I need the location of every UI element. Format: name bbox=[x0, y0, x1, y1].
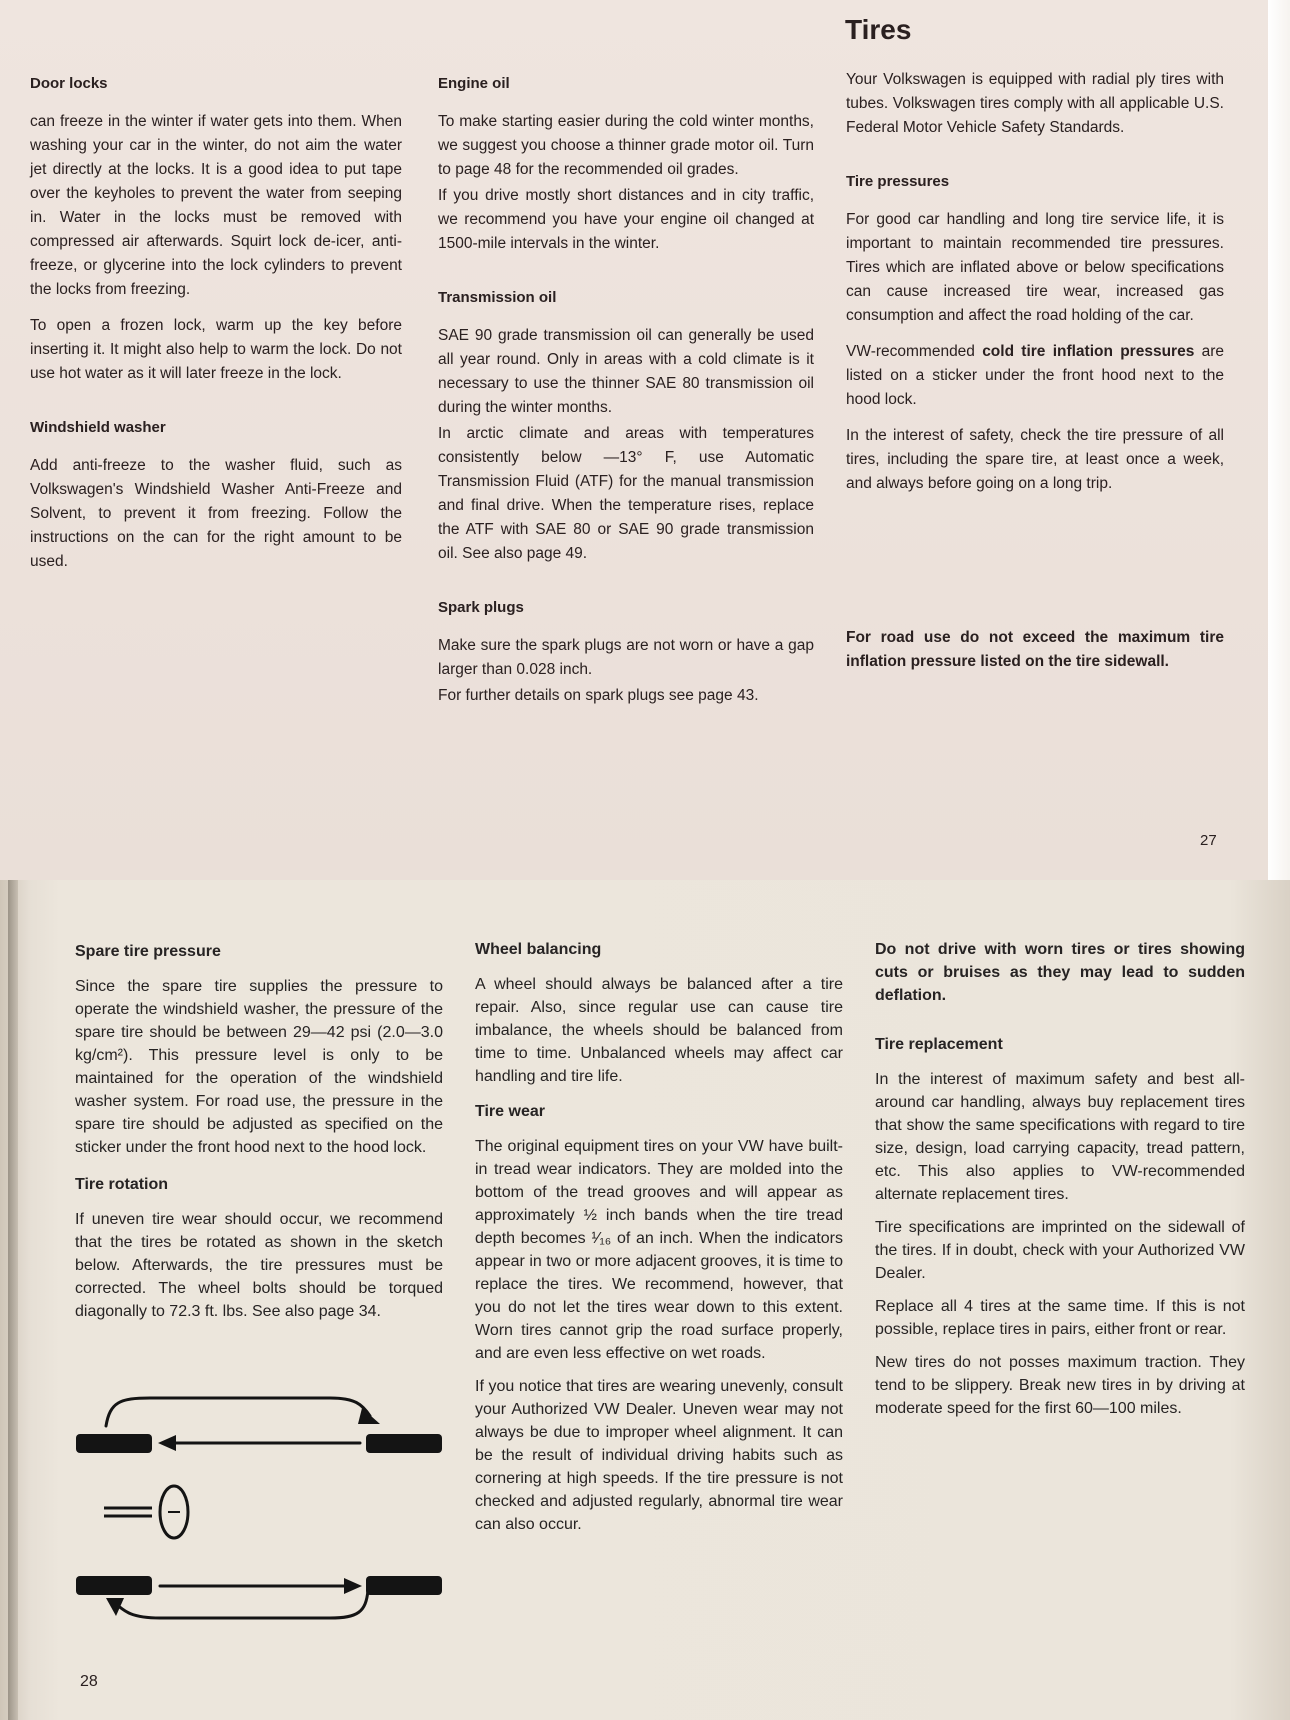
arrowhead-top-right bbox=[358, 1408, 380, 1424]
paragraph: VW-recommended cold tire inflation pressures are listed on a sticker under the front hood next to the hood lock. bbox=[846, 343, 1224, 408]
tire-rotation-diagram bbox=[70, 1390, 460, 1650]
section-title: Tires bbox=[845, 14, 912, 45]
column-1 bbox=[30, 72, 402, 586]
column-3 bbox=[875, 938, 1245, 1430]
column-1 bbox=[75, 940, 443, 1333]
heading-engine-oil: Engine oil bbox=[438, 75, 510, 92]
paragraph: Your Volkswagen is equipped with radial ply tires with tubes. Volkswagen tires comply with all applicable U.S. Federal Motor Vehicle Safety Standards. bbox=[846, 71, 1224, 136]
arrowhead-bottom-right bbox=[344, 1578, 362, 1594]
paragraph: Replace all 4 tires at the same time. If this is not possible, replace tires in pairs, either front or rear. bbox=[875, 1298, 1245, 1338]
heading-windshield-washer: Windshield washer bbox=[30, 419, 166, 436]
heading-tire-pressures: Tire pressures bbox=[846, 173, 950, 190]
paragraph: A wheel should always be balanced after a tire repair. Also, since regular use can cause tire imbalance, the wheels should be balanced from time to time. Unbalanced wheels may affect car handling and tire life. bbox=[475, 976, 843, 1085]
tire-front-right bbox=[366, 1434, 442, 1453]
arrowhead-top-left bbox=[158, 1435, 176, 1451]
paragraph: The original equipment tires on your VW have built-in tread wear indicators. They are molded into the bottom of the tread grooves and will appear as approximately ½ inch bands when the tire tread depth becomes ¹⁄₁₆ of an inch. When the indicators appear in two or more adjacent grooves, it is time to replace the tires. We recommend, however, that you do not let the tires wear down to this extent. Worn tires cannot grip the road surface properly, and are even less effective on wet roads. bbox=[475, 1138, 843, 1362]
column-3 bbox=[846, 68, 1224, 686]
heading-transmission-oil: Transmission oil bbox=[438, 289, 557, 306]
book-gutter bbox=[8, 880, 18, 1720]
paragraph: If uneven tire wear should occur, we recommend that the tires be rotated as shown in the sketch below. Afterwards, the tire pressures must be corrected. The wheel bolts should be torqued diagonally to 72.3 ft. lbs. See also page 34. bbox=[75, 1211, 443, 1320]
paragraph: In the interest of safety, check the tire pressure of all tires, including the spare tire, at least once a week, and always before going on a long trip. bbox=[846, 427, 1224, 492]
spare-tire-symbol bbox=[104, 1486, 188, 1538]
paragraph: For further details on spark plugs see page 43. bbox=[438, 687, 759, 704]
tire-rear-left bbox=[76, 1576, 152, 1595]
rotation-arrow-top-curve bbox=[106, 1398, 370, 1426]
paragraph: SAE 90 grade transmission oil can generally be used all year round. Only in areas with a cold climate is it necessary to use the thinner SAE 80 transmission oil during the winter months. bbox=[438, 327, 814, 416]
warning-text: For road use do not exceed the maximum tire inflation pressure listed on the tire sidewall. bbox=[846, 629, 1224, 670]
paragraph: For good car handling and long tire service life, it is important to maintain recommended tire pressures. Tires which are inflated above or below specifications can cause increased tire wear, increased gas consumption and affect the road holding of the car. bbox=[846, 211, 1224, 324]
paragraph: If you notice that tires are wearing unevenly, consult your Authorized VW Dealer. Uneven wear may not always be due to improper wheel alignment. It can be the result of individual driving habits such as cornering at high speeds. If the tire pressure is not checked and adjusted regularly, abnormal tire wear can also occur. bbox=[475, 1378, 843, 1533]
paragraph: In the interest of maximum safety and best all-around car handling, always buy replacement tires that show the same specifications with regard to tire size, design, load carrying capacity, tread pattern, etc. This also applies to VW-recommended alternate replacement tires. bbox=[875, 1071, 1245, 1203]
heading-wheel-balancing: Wheel balancing bbox=[475, 941, 602, 958]
paragraph: Tire specifications are imprinted on the sidewall of the tires. If in doubt, check with your Authorized VW Dealer. bbox=[875, 1219, 1245, 1282]
paragraph: Since the spare tire supplies the pressure to operate the windshield washer, the pressure of the spare tire should be between 29—42 psi (2.0—3.0 kg/cm²). This pressure level is only to be maintained for the operation of the windshield washer system. For road use, the pressure in the spare tire should be adjusted as specified on the sticker under the front hood next to the hood lock. bbox=[75, 978, 443, 1156]
page-edge bbox=[1268, 0, 1290, 880]
heading-tire-replacement: Tire replacement bbox=[875, 1036, 1003, 1053]
column-2 bbox=[475, 938, 843, 1546]
paragraph: To open a frozen lock, warm up the key before inserting it. It might also help to warm the lock. Do not use hot water as it will later freeze in the lock. bbox=[30, 317, 402, 382]
warning-text: Do not drive with worn tires or tires showing cuts or bruises as they may lead to sudden deflation. bbox=[875, 941, 1245, 1004]
paragraph: Make sure the spark plugs are not worn or have a gap larger than 0.028 inch. bbox=[438, 637, 814, 678]
paragraph: In arctic climate and areas with temperatures consistently below —13° F, use Automatic Transmission Fluid (ATF) for the manual transmission and final drive. When the temperature rises, replace the ATF with SAE 80 or SAE 90 grade transmission oil. See also page 49. bbox=[438, 425, 814, 562]
page-number: 28 bbox=[80, 1673, 98, 1690]
tire-rear-right bbox=[366, 1576, 442, 1595]
heading-tire-rotation: Tire rotation bbox=[75, 1176, 169, 1193]
heading-tire-wear: Tire wear bbox=[475, 1103, 545, 1120]
paragraph: New tires do not posses maximum traction. They tend to be slippery. Break new tires in by driving at moderate speed for the first 60—100 miles. bbox=[875, 1354, 1245, 1417]
paragraph: can freeze in the winter if water gets into them. When washing your car in the winter, do not aim the water jet directly at the locks. It is a good idea to put tape over the keyholes to prevent the water from seeping in. Water in the locks must be removed with compressed air afterwards. Squirt lock de-icer, anti-freeze, or glycerine into the lock cylinders to prevent the locks from freezing. bbox=[30, 113, 402, 298]
paragraph: To make starting easier during the cold winter months, we suggest you choose a thinner grade motor oil. Turn to page 48 for the recommended oil grades. bbox=[438, 113, 814, 178]
heading-door-locks: Door locks bbox=[30, 75, 108, 92]
heading-spark-plugs: Spark plugs bbox=[438, 599, 524, 616]
rotation-arrow-bottom-curve bbox=[114, 1590, 368, 1618]
paragraph: If you drive mostly short distances and in city traffic, we recommend you have your engine oil changed at 1500-mile intervals in the winter. bbox=[438, 187, 814, 252]
paragraph: Add anti-freeze to the washer fluid, such as Volkswagen's Windshield Washer Anti-Freeze and Solvent, to prevent it from freezing. Follow the instructions on the can for the right amount to be used. bbox=[30, 457, 402, 570]
tire-front-left bbox=[76, 1434, 152, 1453]
heading-spare-tire-pressure: Spare tire pressure bbox=[75, 943, 221, 960]
page-number: 27 bbox=[1200, 832, 1217, 849]
column-2 bbox=[438, 72, 814, 720]
